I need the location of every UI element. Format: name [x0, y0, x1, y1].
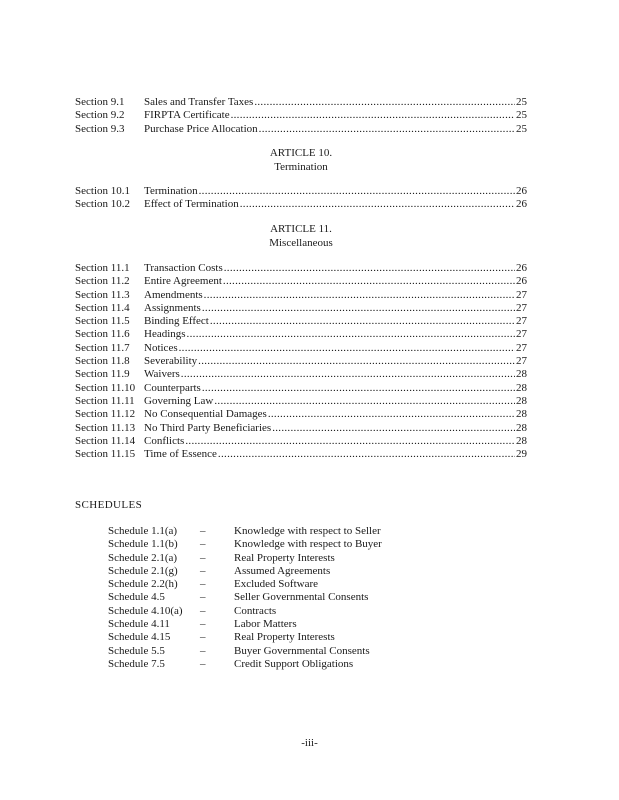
article-number: ARTICLE 11.	[270, 223, 332, 235]
schedule-dash: –	[200, 631, 206, 644]
section-number: Section 11.11	[75, 394, 135, 407]
schedule-entry	[108, 618, 382, 631]
section-title: Entire Agreement	[144, 275, 222, 288]
toc-entry	[75, 109, 527, 122]
section-title: Sales and Transfer Taxes	[144, 96, 254, 108]
schedule-entry	[108, 578, 382, 591]
page-number: 28	[516, 421, 527, 434]
section-number: Section 11.3	[75, 288, 130, 301]
section-title: Governing Law	[144, 394, 214, 407]
toc-entry	[75, 96, 527, 109]
page-number: 25	[516, 96, 527, 108]
toc-entry	[75, 422, 527, 435]
schedule-desc: Credit Support Obligations	[234, 657, 354, 670]
section-title: Purchase Price Allocation	[144, 122, 258, 135]
schedule-id: Schedule 4.11	[108, 618, 170, 631]
toc-section-11-group	[75, 262, 527, 461]
schedule-entry	[108, 605, 382, 618]
schedule-desc: Real Property Interests	[234, 551, 335, 564]
schedule-desc: Labor Matters	[234, 618, 297, 631]
schedule-dash: –	[200, 551, 206, 564]
toc-entry	[75, 315, 527, 328]
schedule-id: Schedule 1.1(b)	[108, 538, 178, 551]
page-number: 29	[516, 448, 527, 461]
schedule-desc: Contracts	[234, 604, 277, 617]
schedules-heading: SCHEDULES	[75, 499, 143, 511]
page-number: 27	[516, 328, 527, 341]
schedule-dash: –	[200, 538, 206, 551]
schedule-entry	[108, 552, 382, 565]
toc-entry	[75, 289, 527, 302]
schedule-id: Schedule 4.10(a)	[108, 604, 183, 617]
section-title: Counterparts	[144, 381, 201, 394]
page-number: 28	[516, 434, 527, 447]
schedule-id: Schedule 5.5	[108, 644, 165, 657]
schedule-id: Schedule 7.5	[108, 657, 165, 670]
page-number: 26	[516, 198, 527, 211]
page-number: 28	[516, 408, 527, 421]
toc-entry	[75, 198, 527, 211]
section-title: FIRPTA Certificate	[144, 109, 230, 122]
schedule-id: Schedule 2.1(g)	[108, 564, 178, 577]
schedule-id: Schedule 1.1(a)	[108, 525, 178, 537]
article-10-heading	[75, 147, 527, 174]
page-number: 25	[516, 122, 527, 135]
section-title: Severability	[144, 355, 198, 368]
schedule-id: Schedule 2.2(h)	[108, 578, 178, 591]
schedule-dash: –	[200, 657, 206, 670]
page-number: 26	[516, 262, 527, 274]
toc-section-9-group	[75, 96, 527, 136]
toc-entry	[75, 448, 527, 461]
section-number: Section 11.4	[75, 301, 130, 314]
page-number: 25	[516, 109, 527, 122]
page-number: 27	[516, 301, 527, 314]
page-number: 28	[516, 368, 527, 381]
toc-entry	[75, 395, 527, 408]
toc-entry	[75, 382, 527, 395]
section-number: Section 10.2	[75, 198, 130, 211]
section-title: Time of Essence	[144, 448, 217, 461]
toc-entry	[75, 435, 527, 448]
section-number: Section 11.5	[75, 315, 130, 328]
section-number: Section 11.2	[75, 275, 130, 288]
section-number: Section 11.14	[75, 434, 136, 447]
section-title: Waivers	[144, 368, 180, 381]
section-number: Section 11.12	[75, 408, 136, 421]
section-number: Section 11.9	[75, 368, 130, 381]
section-number: Section 11.7	[75, 341, 130, 354]
section-number: Section 9.1	[75, 96, 125, 108]
schedule-desc: Excluded Software	[234, 578, 318, 591]
section-number: Section 11.15	[75, 448, 136, 461]
page-number: 27	[516, 341, 527, 354]
schedule-desc: Seller Governmental Consents	[234, 591, 369, 604]
schedule-entry	[108, 631, 382, 644]
section-title: Amendments	[144, 288, 203, 301]
schedule-entry	[108, 658, 382, 671]
schedule-entry	[108, 538, 382, 551]
schedule-desc: Buyer Governmental Consents	[234, 644, 370, 657]
article-subtitle: Termination	[274, 160, 328, 173]
toc-entry	[75, 328, 527, 341]
schedule-dash: –	[200, 644, 206, 657]
page-number: 27	[516, 288, 527, 301]
page-number: 27	[516, 315, 527, 328]
schedule-id: Schedule 4.5	[108, 591, 165, 604]
schedule-desc: Knowledge with respect to Buyer	[234, 538, 382, 551]
schedule-dash: –	[200, 591, 206, 604]
article-subtitle: Miscellaneous	[269, 236, 333, 249]
section-title: Notices	[144, 341, 178, 354]
article-11-heading	[75, 223, 527, 250]
page-number: 26	[516, 275, 527, 288]
section-title: No Third Party Beneficiaries	[144, 421, 272, 434]
schedule-desc: Real Property Interests	[234, 631, 335, 644]
section-title: Effect of Termination	[144, 198, 239, 211]
toc-entry	[75, 123, 527, 136]
schedule-id: Schedule 2.1(a)	[108, 551, 178, 564]
toc-entry	[75, 275, 527, 288]
schedule-desc: Knowledge with respect to Seller	[234, 525, 381, 537]
page-number: 27	[516, 355, 527, 368]
section-number: Section 11.1	[75, 262, 130, 274]
section-title: Conflicts	[144, 434, 185, 447]
schedule-dash: –	[200, 618, 206, 631]
section-number: Section 9.2	[75, 109, 125, 122]
schedule-entry	[108, 591, 382, 604]
section-number: Section 11.8	[75, 355, 130, 368]
schedule-dash: –	[200, 578, 206, 591]
schedule-dash: –	[200, 604, 206, 617]
section-title: Assignments	[144, 301, 201, 314]
toc-entry	[75, 262, 527, 275]
schedule-entry	[108, 565, 382, 578]
schedule-desc: Assumed Agreements	[234, 564, 331, 577]
page-number: 28	[516, 394, 527, 407]
section-title: Termination	[144, 185, 198, 197]
toc-entry	[75, 408, 527, 421]
schedule-dash: –	[200, 525, 206, 537]
page-number: 28	[516, 381, 527, 394]
section-number: Section 11.6	[75, 328, 130, 341]
schedules-list	[108, 525, 382, 671]
schedule-entry	[108, 645, 382, 658]
section-title: Headings	[144, 328, 186, 341]
schedule-id: Schedule 4.15	[108, 631, 171, 644]
section-title: Transaction Costs	[144, 262, 223, 274]
section-number: Section 10.1	[75, 185, 130, 197]
section-number: Section 11.10	[75, 381, 136, 394]
schedule-entry	[108, 525, 382, 538]
page-footer-number: -iii-	[301, 737, 318, 749]
toc-section-10-group	[75, 185, 527, 212]
section-title: No Consequential Damages	[144, 408, 267, 421]
article-number: ARTICLE 10.	[269, 147, 333, 159]
section-number: Section 11.13	[75, 421, 136, 434]
page-number: 26	[516, 185, 527, 197]
section-number: Section 9.3	[75, 122, 125, 135]
toc-entry	[75, 368, 527, 381]
toc-entry	[75, 355, 527, 368]
section-title: Binding Effect	[144, 315, 209, 328]
toc-entry	[75, 185, 527, 198]
toc-entry	[75, 302, 527, 315]
schedule-dash: –	[200, 564, 206, 577]
toc-entry	[75, 342, 527, 355]
